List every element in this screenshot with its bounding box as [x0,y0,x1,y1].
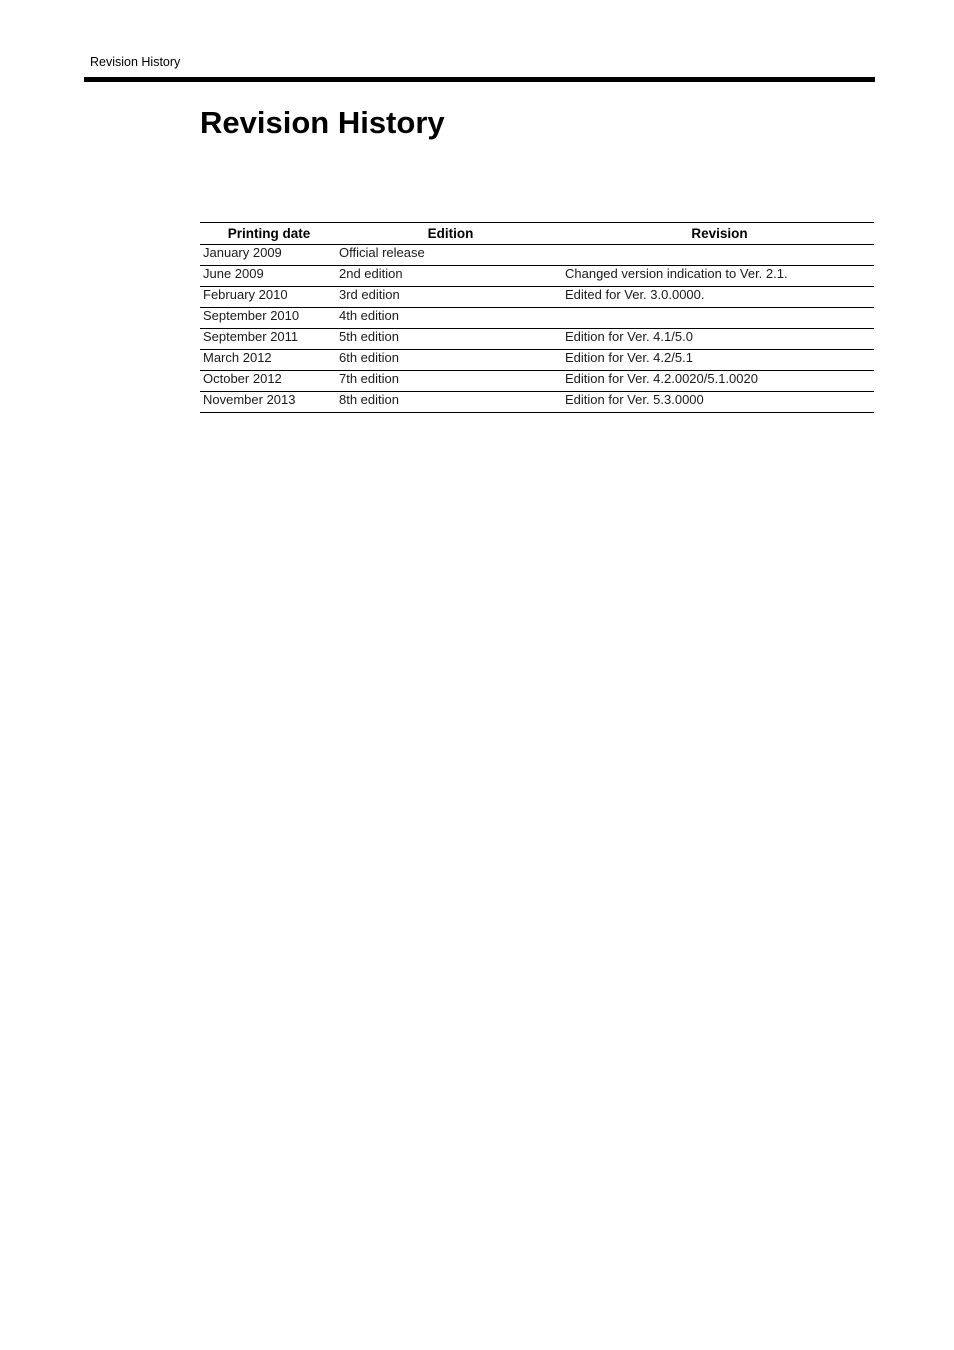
printing-date-cell: October 2012 [200,371,336,392]
page-title: Revision History [200,105,445,140]
table-row [200,266,874,287]
revision-cell [563,245,874,266]
revision-cell: Edition for Ver. 5.3.0000 [563,392,874,413]
table-row [200,287,874,308]
edition-cell: 8th edition [336,392,563,413]
revision-cell [563,308,874,329]
edition-cell: Official release [336,245,563,266]
table-header-row [200,223,874,245]
table-row [200,392,874,413]
printing-date-cell: February 2010 [200,287,336,308]
edition-cell: 7th edition [336,371,563,392]
header-rule [84,77,875,82]
table-row [200,329,874,350]
revision-cell: Edition for Ver. 4.1/5.0 [563,329,874,350]
printing-date-cell: September 2010 [200,308,336,329]
edition-cell: 6th edition [336,350,563,371]
revision-cell: Changed version indication to Ver. 2.1. [563,266,874,287]
column-header-printing-date: Printing date [200,223,336,245]
revision-cell: Edition for Ver. 4.2/5.1 [563,350,874,371]
table-row [200,371,874,392]
printing-date-cell: June 2009 [200,266,336,287]
table-row [200,350,874,371]
revision-table [200,222,874,413]
edition-cell: 4th edition [336,308,563,329]
revision-cell: Edited for Ver. 3.0.0000. [563,287,874,308]
column-header-revision: Revision [563,223,874,245]
printing-date-cell: November 2013 [200,392,336,413]
table-row [200,245,874,266]
edition-cell: 5th edition [336,329,563,350]
printing-date-cell: March 2012 [200,350,336,371]
edition-cell: 2nd edition [336,266,563,287]
revision-cell: Edition for Ver. 4.2.0020/5.1.0020 [563,371,874,392]
running-header: Revision History [90,55,181,69]
printing-date-cell: January 2009 [200,245,336,266]
printing-date-cell: September 2011 [200,329,336,350]
edition-cell: 3rd edition [336,287,563,308]
column-header-edition: Edition [336,223,563,245]
table-row [200,308,874,329]
